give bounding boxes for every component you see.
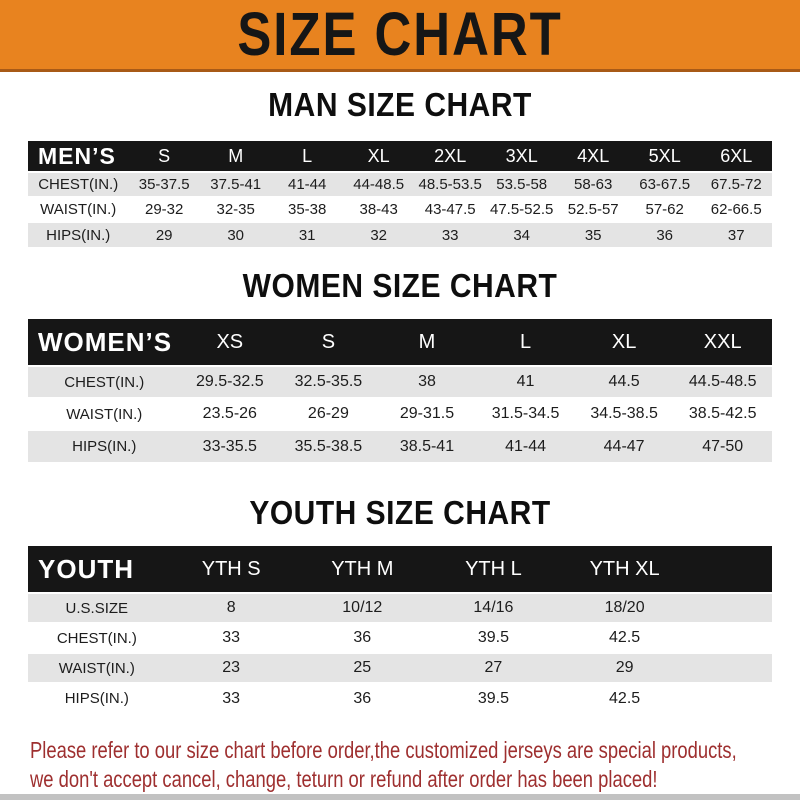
row-label-cell: WAIST(IN.) [66,405,143,423]
size-value-cell: 26-29 [307,405,349,422]
bottom-divider-bar [0,794,800,800]
measurement-row [28,398,772,430]
row-label-cell: CHEST(IN.) [64,373,145,391]
size-value-cell: 31.5-34.5 [491,405,560,422]
size-value-cell: 8 [226,599,236,616]
measurement-row [28,197,772,222]
measurement-row [28,366,772,398]
size-value-cell: 35 [584,226,602,244]
size-column-header: S [158,145,171,166]
size-value-cell: 52.5-57 [567,201,619,218]
size-column-header: 3XL [505,145,538,166]
size-value-cell: 35-38 [288,201,327,218]
size-value-cell: 38 [418,373,436,390]
women-section-title: WOMEN SIZE CHART [242,267,558,305]
size-value-cell: 67.5-72 [710,176,762,193]
size-value-cell: 36 [353,689,372,707]
size-column-header: YTH L [465,557,522,580]
measurement-row [28,593,772,623]
row-label-cell: U.S.SIZE [65,599,129,617]
women-size-table-holder [28,319,772,462]
size-value-cell: 30 [227,226,245,244]
size-value-cell: 34.5-38.5 [590,405,658,422]
filler-cell [690,653,772,683]
women-table-header-row [28,319,772,366]
size-column-header: L [519,330,532,353]
size-column-header: 6XL [720,145,753,166]
youth-size-table-holder [28,546,772,713]
youth-table-title-cell: YOUTH [38,553,134,584]
size-value-cell: 44.5 [608,373,640,390]
size-column-header: L [302,145,313,166]
size-value-cell: 32 [370,226,388,244]
size-value-cell: 14/16 [473,599,514,616]
size-value-cell: 29-32 [145,201,184,218]
size-column-header: 5XL [648,145,681,166]
men-size-table [28,141,772,247]
size-value-cell: 38-43 [359,201,398,218]
row-label-cell: HIPS(IN.) [46,226,111,244]
size-value-cell: 42.5 [609,689,641,707]
size-value-cell: 38.5-42.5 [688,405,757,422]
row-label-cell: HIPS(IN.) [72,438,137,455]
footer-line-2: we don't accept cancel, change, teturn or refund after order has been placed! [30,766,658,792]
size-value-cell: 44.5-48.5 [688,373,757,390]
size-value-cell: 33-35.5 [202,437,257,455]
filler-cell [690,546,772,593]
measurement-row [28,430,772,462]
size-value-cell: 33 [441,226,459,244]
row-label-cell: WAIST(IN.) [58,659,135,677]
size-value-cell: 42.5 [609,629,641,646]
measurement-row [28,623,772,653]
filler-cell [690,593,772,623]
measurement-row [28,222,772,247]
size-value-cell: 58-63 [574,176,613,193]
size-column-header: M [418,330,436,353]
size-value-cell: 29 [155,226,173,244]
size-value-cell: 38.5-41 [399,437,455,455]
size-value-cell: 39.5 [477,689,509,707]
size-value-cell: 10/12 [342,599,383,616]
size-column-header: S [321,330,336,353]
size-column-header: M [228,145,244,166]
youth-size-table [28,546,772,713]
footer-line-1: Please refer to our size chart before order,the customized jerseys are special products, [30,737,737,763]
size-value-cell: 36 [656,226,674,244]
size-value-cell: 29 [615,659,634,676]
size-value-cell: 62-66.5 [710,201,762,218]
size-column-header: 4XL [577,145,610,166]
size-value-cell: 34 [513,226,531,244]
size-column-header: XXL [703,330,742,353]
women-size-table [28,319,772,462]
youth-table-header-row [28,546,772,593]
size-value-cell: 39.5 [477,629,509,646]
size-column-header: 2XL [434,145,467,166]
size-value-cell: 23 [222,659,241,676]
size-column-header: XL [611,330,637,353]
size-value-cell: 18/20 [604,599,645,616]
filler-cell [690,623,772,653]
youth-section-title: YOUTH SIZE CHART [249,494,551,532]
man-section-title: MAN SIZE CHART [268,86,532,124]
size-value-cell: 44-48.5 [353,176,405,193]
measurement-row [28,653,772,683]
size-column-header: YTH S [201,557,261,580]
size-value-cell: 32-35 [216,201,255,218]
size-value-cell: 33 [222,629,241,646]
size-value-cell: 37 [727,226,745,244]
size-value-cell: 43-47.5 [424,201,476,218]
size-value-cell: 63-67.5 [639,176,691,193]
women-table-title-cell: WOMEN’S [38,326,173,357]
footer-note [30,736,800,794]
measurement-row [28,172,772,197]
row-label-cell: CHEST(IN.) [56,629,137,647]
row-label-cell: CHEST(IN.) [38,176,119,193]
filler-cell [690,683,772,713]
row-label-cell: WAIST(IN.) [40,201,117,218]
size-value-cell: 31 [298,226,316,244]
size-value-cell: 57-62 [645,201,684,218]
size-value-cell: 25 [353,659,372,676]
banner-title: SIZE CHART [237,0,563,69]
size-value-cell: 47.5-52.5 [489,201,554,218]
size-value-cell: 44-47 [603,437,645,455]
size-value-cell: 48.5-53.5 [418,176,482,193]
size-column-header: XS [216,330,244,353]
size-value-cell: 36 [353,629,372,646]
size-value-cell: 23.5-26 [202,405,257,422]
measurement-row [28,683,772,713]
size-value-cell: 27 [484,659,503,676]
size-value-cell: 47-50 [702,437,744,455]
size-value-cell: 33 [222,689,241,707]
size-value-cell: 29-31.5 [399,405,455,422]
man-size-table-holder [28,141,772,247]
size-value-cell: 37.5-41 [210,176,262,193]
size-value-cell: 41 [516,373,535,390]
size-value-cell: 32.5-35.5 [294,373,363,390]
size-column-header: YTH M [331,557,394,580]
size-value-cell: 41-44 [505,437,546,455]
men-table-header-row [28,141,772,172]
size-chart-banner [0,0,800,72]
size-value-cell: 41-44 [288,176,327,193]
size-value-cell: 53.5-58 [496,176,548,193]
size-column-header: YTH XL [589,557,660,580]
size-column-header: XL [367,145,390,166]
size-value-cell: 35.5-38.5 [294,437,363,455]
row-label-cell: HIPS(IN.) [64,690,129,707]
men-table-title-cell: MEN’S [38,142,116,169]
size-value-cell: 29.5-32.5 [196,373,264,390]
size-value-cell: 35-37.5 [138,176,190,193]
